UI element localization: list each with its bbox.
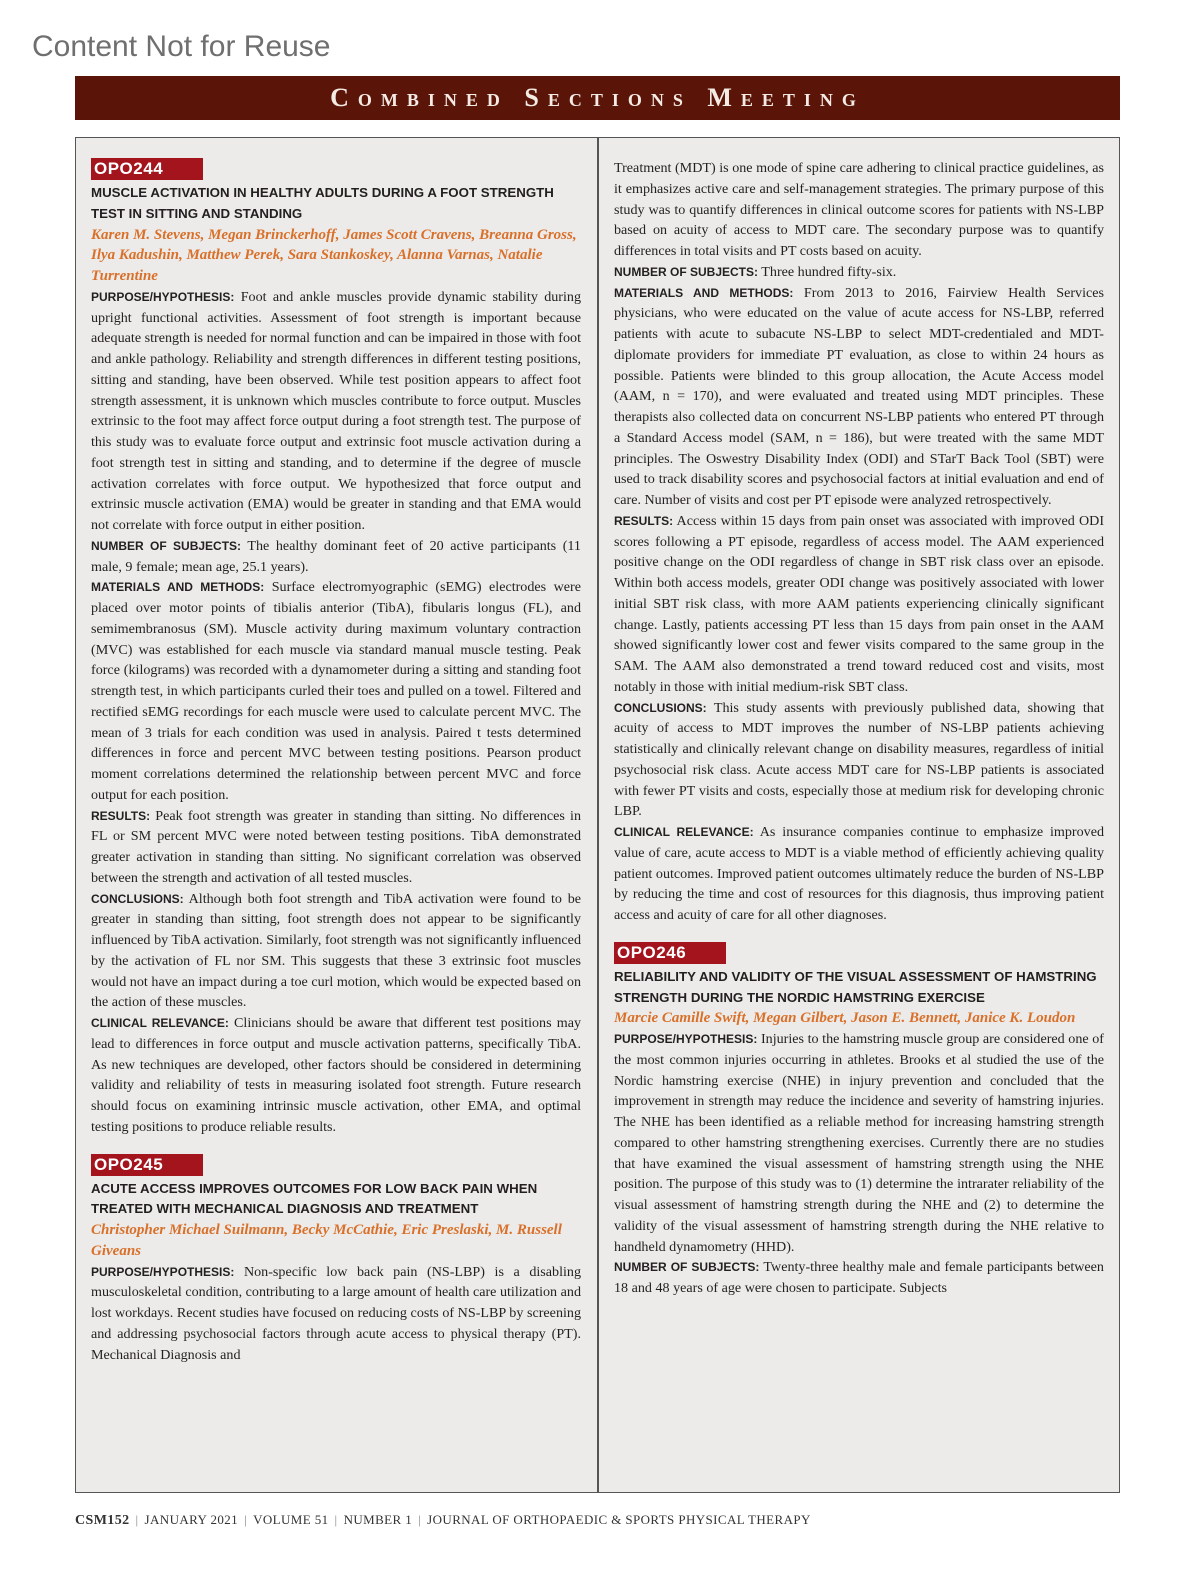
section-label: PURPOSE/HYPOTHESIS:: [614, 1032, 758, 1046]
abstract-authors: Christopher Michael Suilmann, Becky McCathie, Eric Preslaski, M. Russell Giveans: [91, 1222, 562, 1259]
section-banner: Combined Sections Meeting: [75, 76, 1120, 120]
abstract-id-badge: OPO246: [614, 942, 726, 964]
abstract-opo245: [91, 1154, 581, 1366]
section-label: PURPOSE/HYPOTHESIS:: [91, 1264, 235, 1279]
footer-separator: |: [135, 1512, 139, 1527]
section-label: CLINICAL RELEVANCE:: [614, 825, 754, 839]
section-label: RESULTS:: [91, 808, 151, 823]
section-text: Peak foot strength was greater in standing than sitting. No differences in FL or SM percent MVC were noted between testing positions. TibA demonstrated greater activation in standing than sitting. No significant correlation was observed between the strength and activation of all tested muscles.: [91, 807, 581, 886]
section-text: From 2013 to 2016, Fairview Health Services physicians, who were educated on the value of acute access for NS-LBP, referred patients with acute to subacute NS-LBP to select MDT-credentialed and MDT-diplomate providers for immediate PT evaluation, as close to within 24 hours as possible. Patients were blinded to this group allocation, the Acute Access model (AAM, n = 170), and were evaluated and treated using MDT principles. These therapists also collected data on concurrent NS-LBP patients who entered PT through a Standard Access model (SAM, n = 186), but were treated with the same MDT principles. The Oswestry Disability Index (ODI) and STarT Back Tool (SBT) were used to track disability scores and psychosocial factors at initial evaluation and end of care. Number of visits and cost per PT episode were analyzed retrospectively.: [614, 284, 1104, 508]
section-text: This study assents with previously published data, showing that acuity of access to MDT improves the number of NS-LBP patients achieving statistically and clinically relevant change on disability measures, regardless of initial psychosocial risk class. Acute access MDT care for NS-LBP patients is associated with fewer PT visits and costs, especially those at medium risk for developing chronic LBP.: [614, 699, 1104, 820]
methods-paragraph: [614, 283, 1104, 511]
conclusions-paragraph: [91, 889, 581, 1014]
section-text: Non-specific low back pain (NS-LBP) is a disabling musculoskeletal condition, contributing to a large amount of health care utilization and lost workdays. Recent studies have focused on reducing costs of NS-LBP by screening and addressing psychosocial factors through acute access to physical therapy (PT). Mechanical Diagnosis and: [91, 1263, 581, 1363]
page-footer: [75, 1512, 811, 1529]
section-text: Twenty-three healthy male and female participants between 18 and 48 years of age were chosen to participate. Subjects: [614, 1259, 1104, 1296]
section-label: NUMBER OF SUBJECTS:: [91, 538, 242, 553]
abstract-authors: Karen M. Stevens, Megan Brinckerhoff, James Scott Cravens, Breanna Gross, Ilya Kadushin, Matthew Perek, Sara Stankoskey, Alanna Varnas, Natalie Turrentine: [91, 226, 577, 284]
page-number: CSM152: [75, 1513, 130, 1528]
purpose-paragraph: [91, 287, 581, 536]
column-divider: [597, 137, 599, 1493]
section-label: MATERIALS AND METHODS:: [91, 580, 265, 595]
section-label: RESULTS:: [614, 513, 674, 528]
issue-number: NUMBER 1: [343, 1512, 413, 1527]
volume: VOLUME 51: [253, 1512, 329, 1527]
conclusions-paragraph: [614, 698, 1104, 823]
subjects-paragraph: [91, 536, 581, 578]
abstract-id-badge: OPO245: [91, 1154, 203, 1176]
section-label: MATERIALS AND METHODS:: [614, 285, 794, 300]
section-text: Injuries to the hamstring muscle group are considered one of the most common injuries occurring in athletes. Brooks et al studied the use of the Nordic hamstring exercise (NHE) in injury prevention and concluded that the improvement in strength may reduce the incidence and severity of hamstring injuries. The NHE has been identified as a reliable method for increasing hamstring strength compared to other hamstring strengthening exercises. Currently there are no studies that have examined the visual assessment of hamstring strength using the NHE position. The purpose of this study was to (1) determine the intrarater reliability of the visual assessment of hamstring strength during the NHE and (2) to determine the validity of the visual assessment of hamstring strength during the NHE relative to handheld dynamometry (HHD).: [614, 1031, 1104, 1255]
section-label: CONCLUSIONS:: [614, 700, 707, 715]
abstract-title: ACUTE ACCESS IMPROVES OUTCOMES FOR LOW BACK PAIN WHEN TREATED WITH MECHANICAL DIAGNOSIS AND TREATMENT: [91, 1180, 538, 1217]
section-label: NUMBER OF SUBJECTS:: [614, 1260, 760, 1275]
section-label: PURPOSE/HYPOTHESIS:: [91, 289, 235, 304]
results-paragraph: [614, 511, 1104, 698]
abstract-opo246: [614, 942, 1104, 1299]
abstract-id-badge: OPO244: [91, 158, 203, 180]
section-text: Although both foot strength and TibA activation were found to be greater in standing than sitting, foot strength does not appear to be significantly influenced by TibA activation. Similarly, foot strength was not significantly influenced by the activation of FL nor SM. This suggests that these 3 extrinsic foot muscles would not have an impact during a toe curl motion, which would be expected based on the action of these muscles.: [91, 890, 581, 1011]
section-text: Access within 15 days from pain onset was associated with improved ODI scores following a PT episode, regardless of access model. The AAM experienced positive change on the ODI regardless of change in SBT risk class over an episode. Within both access models, greater ODI change was positively associated with lower initial SBT risk class, with more AAM patients experiencing clinically significant change. Lastly, patients accessing PT less than 15 days from pain onset in the AAM showed significantly lower cost and fewer visits compared to the same group in the SAM. The AAM also demonstrated a trend toward reduced cost and visits, most notably in those with initial medium-risk SBT class.: [614, 512, 1104, 695]
results-paragraph: [91, 806, 581, 889]
abstract-title: RELIABILITY AND VALIDITY OF THE VISUAL ASSESSMENT OF HAMSTRING STRENGTH DURING THE NORDIC HAMSTRING EXERCISE: [614, 968, 1097, 1005]
relevance-paragraph: [91, 1013, 581, 1138]
abstract-opo245-continued: [614, 158, 1104, 926]
section-text: Clinicians should be aware that different test positions may lead to differences in force output and muscle activation patterns, specifically TibA. As new techniques are developed, other factors should be considered in determining validity and reliability of tests in measuring isolated foot strength. Future research should focus on examining intrinsic muscle activation, other EMA, and optimal testing positions to produce reliable results.: [91, 1015, 581, 1135]
section-label: CLINICAL RELEVANCE:: [91, 1016, 229, 1030]
purpose-paragraph: [91, 1262, 581, 1366]
section-label: NUMBER OF SUBJECTS:: [614, 264, 759, 279]
left-column: [91, 158, 581, 1483]
subjects-paragraph: [614, 262, 1104, 283]
methods-paragraph: [91, 577, 581, 805]
issue-date: JANUARY 2021: [144, 1512, 239, 1527]
section-text: As insurance companies continue to emphasize improved value of care, acute access to MDT is a viable method of efficiently achieving quality patient outcomes. Improved patient outcomes ultimately reduce the burden of NS-LBP by reducing the time and cost of resources for this diagnosis, thus improving patient access and acuity of care for all other diagnoses.: [614, 824, 1104, 923]
abstract-opo244: [91, 158, 581, 1138]
purpose-paragraph: [614, 1029, 1104, 1257]
relevance-paragraph: [614, 822, 1104, 926]
abstract-authors: Marcie Camille Swift, Megan Gilbert, Jason E. Bennett, Janice K. Loudon: [614, 1010, 1076, 1027]
footer-separator: |: [334, 1512, 338, 1527]
right-column: [614, 158, 1104, 1483]
abstract-title: MUSCLE ACTIVATION IN HEALTHY ADULTS DURING A FOOT STRENGTH TEST IN SITTING AND STANDING: [91, 185, 554, 221]
section-text: Foot and ankle muscles provide dynamic stability during upright functional activities. Assessment of foot strength is important because adequate strength is needed for normal function and can be impaired in those with foot and ankle pathology. Reliability and strength differences in different testing positions, sitting and standing, have been observed. While test position appears to affect foot strength assessment, it is unknown which muscles contribute to force output. Muscles extrinsic to the foot may affect force output during a foot strength test. The purpose of this study was to evaluate force output and extrinsic foot muscle activation during a foot strength test in sitting and standing, and to determine if the degree of muscle activation correlates with force output. We hypothesized that force output and extrinsic muscle activation (EMA) would be greater in standing and that EMA would not correlate with force output in either position.: [91, 288, 581, 533]
section-text: Surface electromyographic (sEMG) electrodes were placed over motor points of tibialis anterior (TibA), fibularis longus (FL), and semimembranosus (SM). Muscle activity during maximum voluntary contraction (MVC) was established for each muscle via standard manual muscle testing. Peak force (kilograms) was recorded with a dynamometer during a sitting and standing foot strength test, in which participants curled their toes and pulled on a towel. Filtered and rectified sEMG recordings for each muscle were used to calculate percent MVC. The mean of 3 trials for each condition was used in analysis. Paired t tests determined differences in force and percent MVC between testing positions. Pearson product moment correlations determined the relationship between percent MVC and force output for each position.: [91, 579, 581, 803]
section-text: Three hundred fifty-six.: [761, 263, 897, 280]
footer-separator: |: [418, 1512, 422, 1527]
section-label: CONCLUSIONS:: [91, 891, 184, 906]
subjects-paragraph: [614, 1257, 1104, 1299]
footer-separator: |: [244, 1512, 248, 1527]
journal-name: JOURNAL OF ORTHOPAEDIC & SPORTS PHYSICAL THERAPY: [427, 1512, 811, 1527]
continued-paragraph: Treatment (MDT) is one mode of spine care adhering to clinical practice guidelines, as it emphasizes active care and self-management strategies. The primary purpose of this study was to quantify differences in clinical outcome scores for patients with NS-LBP based on acuity of access to MDT care. The secondary purpose was to quantify differences in total visits and PT costs based on acuity.: [614, 160, 1104, 259]
watermark: Content Not for Reuse: [32, 30, 331, 63]
section-text: The healthy dominant feet of 20 active participants (11 male, 9 female; mean age, 25.1 years).: [91, 537, 581, 575]
